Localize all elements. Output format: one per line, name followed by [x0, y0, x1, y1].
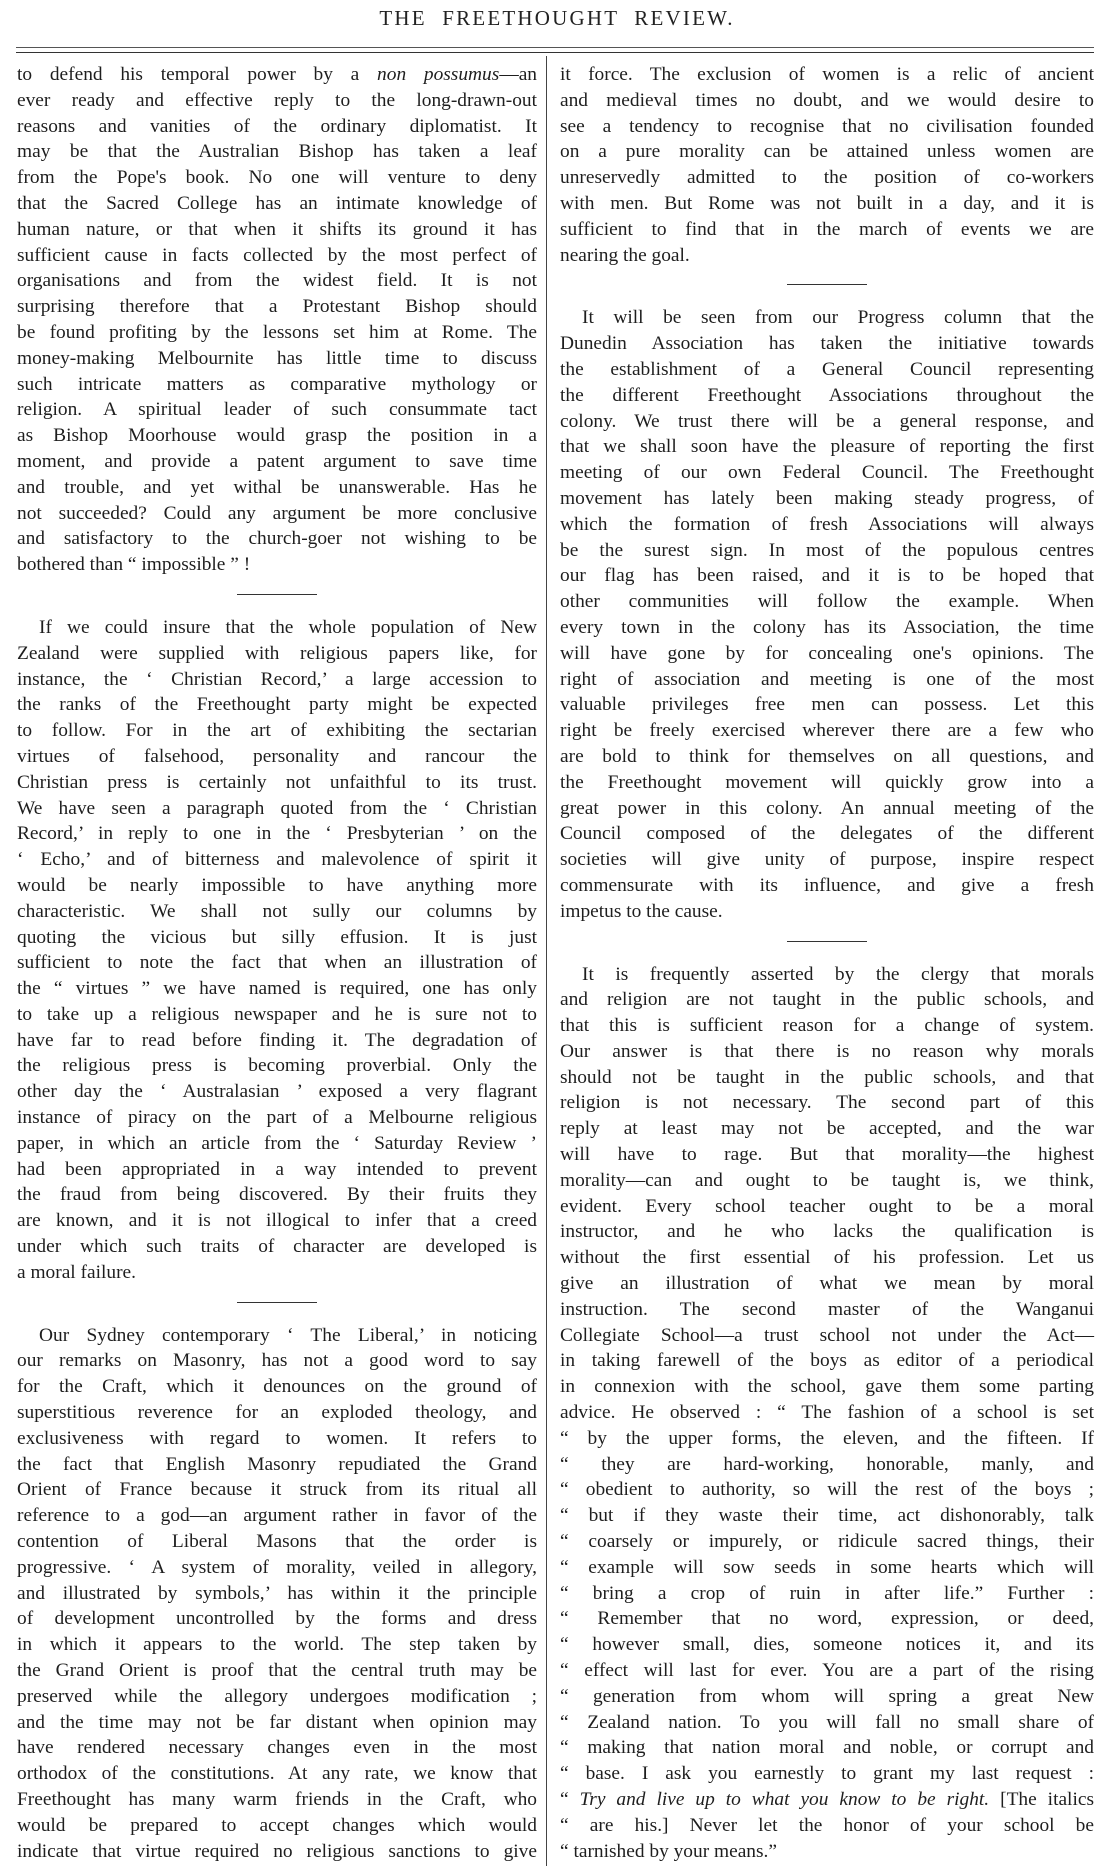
text-line: would be prepared to accept changes which would [17, 1814, 537, 1836]
text-line: a moral failure. [17, 1261, 136, 1283]
text-line: “ Zealand nation. To you will fall no small share of [560, 1711, 1094, 1733]
text-line: “ however small, dies, someone notices it, and its [560, 1634, 1094, 1656]
masthead-title: THE FREETHOUGHT REVIEW. [379, 6, 735, 30]
text-line: unreservedly admitted to the position of co-workers [560, 167, 1094, 189]
text-line: “ tarnished by your means.” [560, 1840, 777, 1862]
text-line: superstitious reverence for an exploded theology, and [17, 1402, 537, 1424]
text-line: “ bring a crop of ruin in after life.” Further : [560, 1582, 1094, 1604]
text-line: Christian press is certainly not unfaithful to its trust. [17, 771, 537, 793]
text-line: religion. A spiritual leader of such consummate tact [17, 399, 537, 421]
text-line: Our answer is that there is no reason why morals [560, 1040, 1094, 1062]
text-line: reasons and vanities of the ordinary diplomatist. It [17, 115, 537, 137]
text-line: “ Remember that no word, expression, or deed, [560, 1608, 1094, 1630]
text-line: Collegiate School—a trust school not under the Act— [560, 1324, 1094, 1346]
text-line: that the Sacred College has an intimate knowledge of [17, 192, 537, 214]
text-line: Freethought has many warm friends in the Craft, who [17, 1789, 537, 1810]
text-line: orthodox of the constitutions. At any rate, we know that [17, 1763, 537, 1785]
text-line: preserved while the allegory undergoes modification ; [17, 1685, 537, 1707]
text-line: great power in this colony. An annual meeting of the [560, 797, 1094, 819]
article-paragraph [17, 1323, 537, 1865]
text-line: would be nearly impossible to have anything more [17, 874, 537, 896]
text-line: sufficient cause in facts collected by the most perfect of [17, 244, 537, 266]
text-line: “ they are hard-working, honorable, manly, and [560, 1453, 1094, 1475]
text-line: on a pure morality can be attained unless women are [560, 141, 1094, 163]
text-line: “ by the upper forms, the eleven, and the fifteen. If [560, 1427, 1094, 1449]
text-line: Record,’ in reply to one in the ‘ Presbyterian ’ on the [17, 823, 537, 845]
article-paragraph [560, 305, 1094, 924]
text-line: Council composed of the delegates of the different [560, 823, 1094, 845]
text-line: in taking farewell of the boys as editor of a periodical [560, 1350, 1094, 1372]
text-line: moment, and provide a patent argument to save time [17, 450, 537, 472]
text-line: right be freely exercised wherever there are a few who [560, 720, 1094, 742]
italic-phrase: non possumus [377, 64, 500, 85]
section-separator [237, 1302, 317, 1303]
text-line: the fact that English Masonry repudiated the Grand [17, 1453, 537, 1475]
text-line: be found profiting by the lessons set him at Rome. The [17, 321, 537, 343]
text-line: are known, and it is not illogical to infer that a creed [17, 1210, 537, 1232]
text-line: right of association and meeting is one of the most [560, 668, 1094, 690]
text-line: from the Pope's book. No one will venture to deny [17, 167, 537, 189]
text-line: for the Craft, which it denounces on the ground of [17, 1376, 537, 1398]
text-line: such intricate matters as comparative mythology or [17, 373, 537, 395]
text-line: and religion are not taught in the public schools, and [560, 989, 1094, 1011]
text-line: to defend his temporal power by a non possumus—an [17, 64, 538, 85]
text-line: “ obedient to authority, so will the rest of the boys ; [560, 1479, 1094, 1501]
text-line: It is frequently asserted by the clergy that morals [582, 963, 1094, 985]
text-line: see a tendency to recognise that no civilisation founded [560, 115, 1094, 137]
text-line: every town in the colony has its Association, the time [560, 616, 1094, 638]
text-line: that we shall soon have the pleasure of reporting the first [560, 436, 1094, 458]
text-line: religion is not necessary. The second part of this [560, 1092, 1094, 1114]
text-line: impetus to the cause. [560, 900, 723, 922]
text-line: to take up a religious newspaper and he is sure not to [17, 1003, 537, 1025]
text-line: indicate that virtue required no religious sanctions to give [17, 1840, 537, 1862]
text-line: Our Sydney contemporary ‘ The Liberal,’ in noticing [39, 1324, 537, 1346]
text-line: have rendered necessary changes even in the most [17, 1737, 537, 1759]
text-line: will have gone by for concealing one's opinions. The [560, 642, 1094, 664]
text-line: “ coarsely or impurely, or ridicule sacred things, their [560, 1531, 1094, 1553]
section-separator [787, 941, 867, 942]
text-line: the ranks of the Freethought party might be expected [17, 694, 537, 716]
text-line: “ generation from whom will spring a great New [560, 1685, 1094, 1707]
text-line: Orient of France because it struck from its ritual all [17, 1479, 537, 1501]
text-line: to follow. For in the art of exhibiting the sectarian [17, 720, 537, 742]
text-line: and satisfactory to the church-goer not wishing to be [17, 528, 537, 550]
column-divider [546, 56, 547, 1866]
text-line: be the surest sign. In most of the populous centres [560, 539, 1094, 561]
text-line: without the first essential of his profession. Let us [560, 1247, 1094, 1269]
text-line: and trouble, and yet withal be unanswerable. Has he [17, 476, 537, 498]
text-line: We have seen a paragraph quoted from the ‘ Christian [17, 797, 537, 819]
text-line: should not be taught in the public schools, and that [560, 1066, 1094, 1088]
text-line: under which such traits of character are developed is [17, 1236, 537, 1258]
text-line: characteristic. We shall not sully our columns by [17, 900, 537, 922]
text-line: that this is sufficient reason for a change of system. [560, 1015, 1094, 1037]
text-line: had been appropriated in a way intended to prevent [17, 1158, 537, 1180]
text-line: with men. But Rome was not built in a day, and it is [560, 192, 1094, 214]
text-line: will have to rage. But that morality—the highest [560, 1144, 1094, 1166]
text-line: and illustrated by symbols,’ has within it the principle [17, 1582, 537, 1604]
text-line: paper, in which an article from the ‘ Saturday Review ’ [17, 1132, 537, 1154]
text-line: give an illustration of what we mean by moral [560, 1273, 1094, 1295]
text-line: virtues of falsehood, personality and rancour the [17, 745, 537, 767]
text-line: exclusiveness with regard to women. It refers to [17, 1427, 537, 1449]
text-line: societies will give unity of purpose, inspire respect [560, 849, 1094, 871]
text-line: the Freethought movement will quickly grow into a [560, 771, 1094, 793]
text-line: “ base. I ask you earnestly to grant my last request : [560, 1763, 1094, 1785]
text-line: the fraud from being discovered. By their fruits they [17, 1184, 537, 1206]
text-line: instructor, and he who lacks the qualification is [560, 1221, 1094, 1243]
text-line: other communities will follow the example. When [560, 591, 1094, 613]
text-line: evident. Every school teacher ought to be a moral [560, 1195, 1094, 1217]
text-line: not succeeded? Could any argument be more conclusive [17, 502, 537, 524]
text-line: reply at least may not be accepted, and the war [560, 1118, 1094, 1140]
text-line: as Bishop Moorhouse would grasp the position in a [17, 425, 537, 447]
text-line: advice. He observed : “ The fashion of a school is set [560, 1402, 1094, 1424]
text-line: instance, the ‘ Christian Record,’ a large accession to [17, 668, 537, 690]
text-line: quoting the vicious but silly effusion. It is just [17, 926, 537, 948]
text-line: may be that the Australian Bishop has taken a leaf [17, 141, 537, 163]
text-line: sufficient to find that in the march of events we are [560, 218, 1094, 240]
text-line: and the time may not be far distant when opinion may [17, 1711, 537, 1733]
text-line: Zealand were supplied with religious papers like, for [17, 642, 537, 664]
text-line: Dunedin Association has taken the initiative towards [560, 333, 1094, 355]
text-line: which the formation of fresh Associations will always [560, 513, 1094, 535]
text-line: human nature, or that when it shifts its ground it has [17, 218, 537, 240]
text-line: are bold to think for themselves on all questions, and [560, 745, 1094, 767]
text-line: bothered than “ impossible ” ! [17, 554, 251, 576]
text-line: “ making that nation moral and noble, or corrupt and [560, 1737, 1094, 1759]
text-line: meeting of our own Federal Council. The Freethought [560, 462, 1094, 484]
text-line: colony. We trust there will be a general response, and [560, 410, 1094, 432]
text-line: the religious press is becoming proverbial. Only the [17, 1055, 537, 1077]
article-paragraph [17, 615, 537, 1286]
text-line: in connexion with the school, gave them some parting [560, 1376, 1094, 1398]
italic-phrase: Try and live up to what you know to be right. [579, 1789, 990, 1810]
text-line: “ effect will last for ever. You are a part of the rising [560, 1660, 1094, 1682]
text-line: and medieval times no doubt, and we would desire to [560, 89, 1094, 111]
article-paragraph [17, 62, 537, 578]
text-line: progressive. ‘ A system of morality, veiled in allegory, [17, 1556, 537, 1578]
text-line: movement has lately been making steady progress, of [560, 487, 1094, 509]
text-line: commensurate with its influence, and give a fresh [560, 874, 1094, 896]
text-line: other day the ‘ Australasian ’ exposed a very flagrant [17, 1081, 537, 1103]
article-paragraph [560, 62, 1094, 268]
text-line: ever ready and effective reply to the long-drawn-out [17, 89, 537, 111]
text-line: “ example will sow seeds in some hearts which will [560, 1556, 1094, 1578]
section-separator [237, 594, 317, 595]
text-line: It will be seen from our Progress column that the [582, 307, 1094, 329]
text-line: instance of piracy on the part of a Melbourne religious [17, 1107, 537, 1129]
text-line: the “ virtues ” we have named is required, one has only [17, 978, 537, 1000]
text-line: contention of Liberal Masons that the order is [17, 1531, 537, 1553]
text-line: of development uncontrolled by the forms and dress [17, 1608, 537, 1630]
header-rule-thick [16, 52, 1094, 53]
text-line: it force. The exclusion of women is a relic of ancient [560, 64, 1094, 85]
text-line: surprising therefore that a Protestant Bishop should [17, 296, 537, 318]
text-line: “ are his.] Never let the honor of your school be [560, 1814, 1094, 1836]
text-line: have far to read before finding it. The degradation of [17, 1029, 537, 1051]
text-line: our flag has been raised, and it is to be hoped that [560, 565, 1094, 587]
text-line: the Grand Orient is proof that the central truth may be [17, 1660, 537, 1682]
text-line: ‘ Echo,’ and of bitterness and malevolence of spirit it [17, 849, 537, 871]
article-paragraph [560, 962, 1094, 1865]
text-line: in which it appears to the world. The step taken by [17, 1634, 537, 1656]
text-line: the different Freethought Associations throughout the [560, 384, 1094, 406]
header-rule [16, 47, 1094, 48]
text-line: sufficient to note the fact that when an illustration of [17, 952, 537, 974]
text-line: instruction. The second master of the Wanganui [560, 1298, 1094, 1320]
text-line: nearing the goal. [560, 244, 690, 266]
text-line: “ but if they waste their time, act dishonorably, talk [560, 1505, 1094, 1527]
text-line: money-making Melbournite has little time to discuss [17, 347, 537, 369]
text-line: “ Try and live up to what you know to be right. [The italics [560, 1789, 1094, 1810]
text-line: valuable privileges free men can possess. Let this [560, 694, 1094, 716]
left-column [17, 62, 537, 1864]
section-separator [787, 284, 867, 285]
text-line: the establishment of a General Council representing [560, 358, 1094, 380]
text-line: morality—can and ought to be taught is, we think, [560, 1169, 1094, 1191]
right-column [560, 62, 1094, 1864]
text-line: reference to a god—an argument rather in favor of the [17, 1505, 537, 1527]
text-line: If we could insure that the whole population of New [39, 616, 537, 638]
text-line: organisations and from the widest field. It is not [17, 270, 537, 292]
text-line: our remarks on Masonry, has not a good word to say [17, 1350, 537, 1372]
